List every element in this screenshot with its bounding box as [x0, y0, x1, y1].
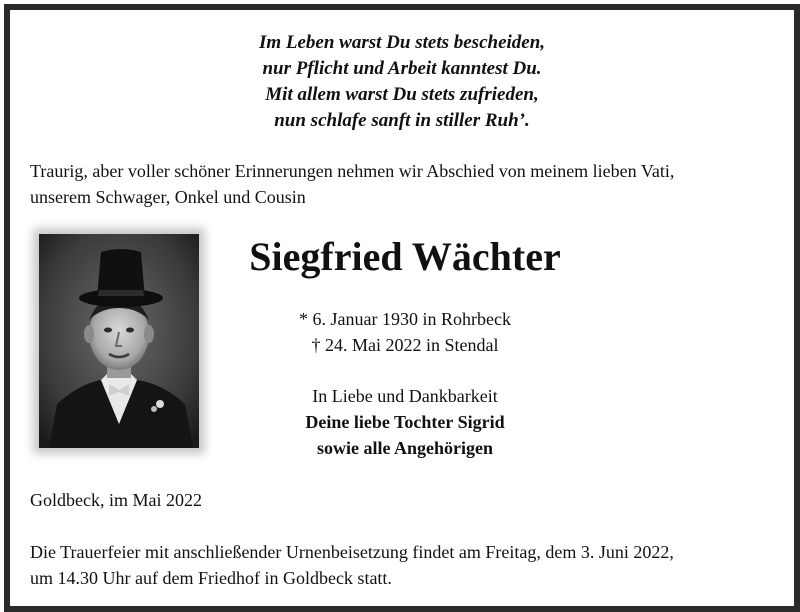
intro-text — [30, 158, 790, 210]
life-dates — [220, 306, 590, 358]
mourners-intro: In Liebe und Dankbarkeit — [312, 386, 498, 406]
birth-date: * 6. Januar 1930 in Rohrbeck — [299, 309, 511, 329]
poem-line: Mit allem warst Du stets zufrieden, — [265, 84, 539, 105]
mourners-block — [220, 383, 590, 461]
deceased-name: Siegfried Wächter — [249, 234, 561, 279]
poem-line: nun schlafe sanft in stiller Ruh’. — [274, 110, 530, 131]
memorial-poem — [10, 30, 794, 134]
obituary-page — [10, 10, 794, 606]
mourners-line: Deine liebe Tochter Sigrid — [305, 412, 505, 432]
obituary-frame — [4, 4, 800, 612]
mourners-line: sowie alle Angehörigen — [317, 438, 493, 458]
funeral-notice — [30, 539, 790, 591]
death-date: † 24. Mai 2022 in Stendal — [311, 335, 499, 355]
intro-line: Traurig, aber voller schöner Erinnerungen nehmen wir Abschied von meinem lieben Vati, — [30, 161, 675, 181]
place-date: Goldbeck, im Mai 2022 — [30, 490, 202, 510]
portrait-photo — [39, 234, 199, 448]
poem-line: Im Leben warst Du stets bescheiden, — [258, 32, 546, 53]
intro-line: unserem Schwager, Onkel und Cousin — [30, 187, 306, 207]
funeral-line: Die Trauerfeier mit anschließender Urnenbeisetzung findet am Freitag, dem 3. Juni 2022, — [30, 542, 674, 562]
poem-line: nur Pflicht und Arbeit kanntest Du. — [262, 58, 542, 79]
funeral-line: um 14.30 Uhr auf dem Friedhof in Goldbeck statt. — [30, 568, 392, 588]
